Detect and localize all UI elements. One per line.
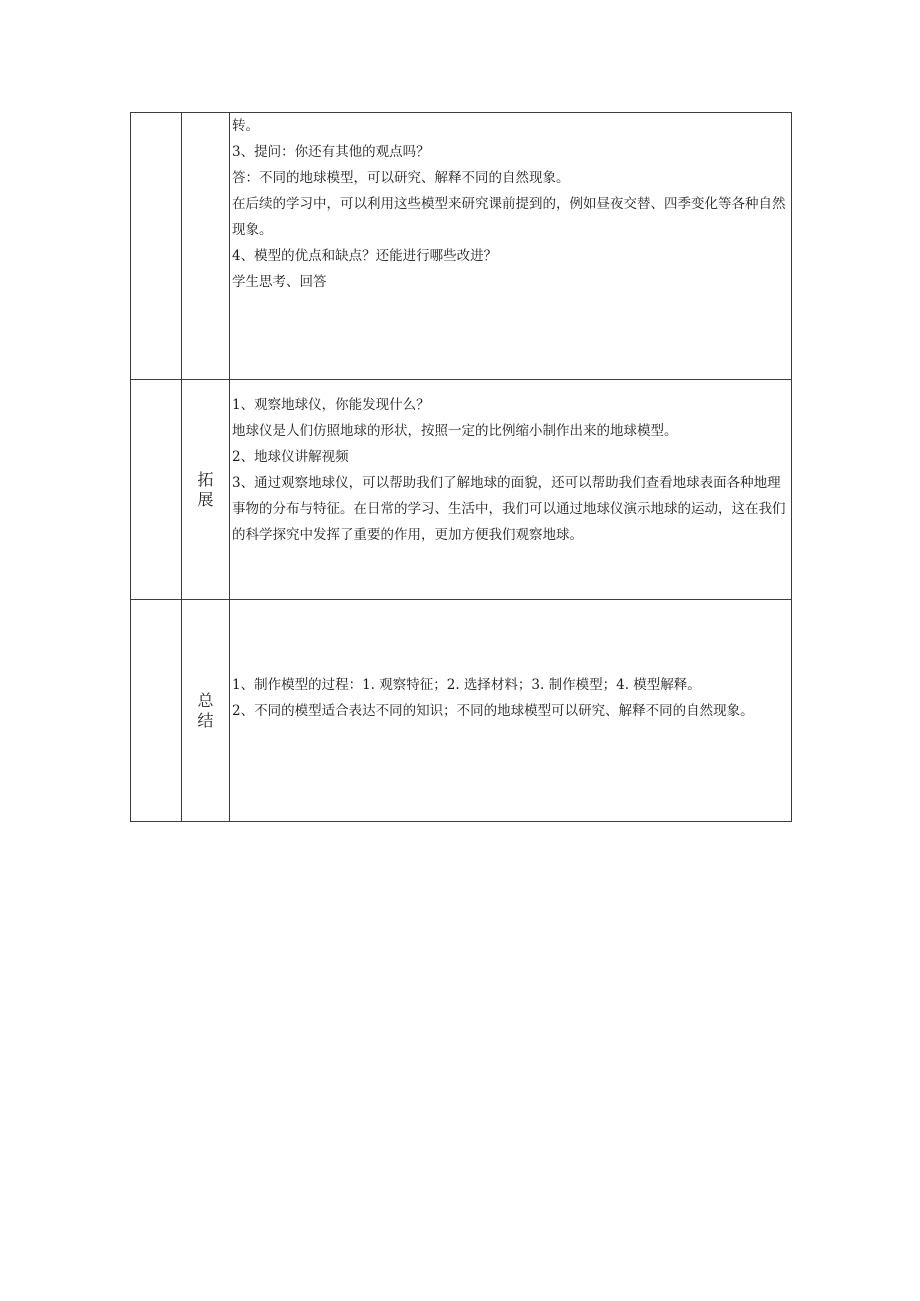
table-row: [131, 113, 792, 380]
content-line: 在后续的学习中，可以利用这些模型来研究课前提到的，例如昼夜交替、四季变化等各种自然现象。: [232, 196, 786, 238]
section-label-summary: 总结: [197, 690, 214, 730]
table-row: [131, 380, 792, 600]
content-line: 转。: [232, 118, 259, 134]
section-label-cell: [182, 600, 230, 822]
content-line: 答：不同的地球模型，可以研究、解释不同的自然现象。: [232, 170, 570, 186]
content-line: 地球仪是人们仿照地球的形状，按照一定的比例缩小制作出来的地球模型。: [232, 423, 678, 439]
table-row: [131, 600, 792, 822]
section-label-expansion: 拓展: [197, 469, 214, 509]
section-label-cell: [182, 380, 230, 600]
empty-cell: [131, 600, 182, 822]
lesson-plan-table: [130, 112, 792, 822]
content-line: 3、提问：你还有其他的观点吗？: [232, 144, 430, 160]
content-cell: [230, 600, 792, 822]
content-line: 2、不同的模型适合表达不同的知识；不同的地球模型可以研究、解释不同的自然现象。: [232, 703, 754, 719]
content-line: 1、制作模型的过程：1. 观察特征；2. 选择材料；3. 制作模型；4. 模型解释。: [232, 677, 701, 693]
content-line: 3、通过观察地球仪，可以帮助我们了解地球的面貌，还可以帮助我们查看地球表面各种地理事物的分布与特征。在日常的学习、生活中，我们可以通过地球仪演示地球的运动，这在我们的科学探究中发挥了重要的作用，更加方便我们观察地球。: [232, 475, 786, 543]
content-line: 学生思考、回答: [232, 274, 327, 290]
content-line: 2、地球仪讲解视频: [232, 449, 349, 465]
content-line: 1、观察地球仪，你能发现什么？: [232, 397, 430, 413]
content-cell: [230, 380, 792, 600]
section-label-cell: [182, 113, 230, 380]
content-cell: [230, 113, 792, 380]
content-line: 4、模型的优点和缺点？还能进行哪些改进？: [232, 248, 498, 264]
empty-cell: [131, 113, 182, 380]
empty-cell: [131, 380, 182, 600]
